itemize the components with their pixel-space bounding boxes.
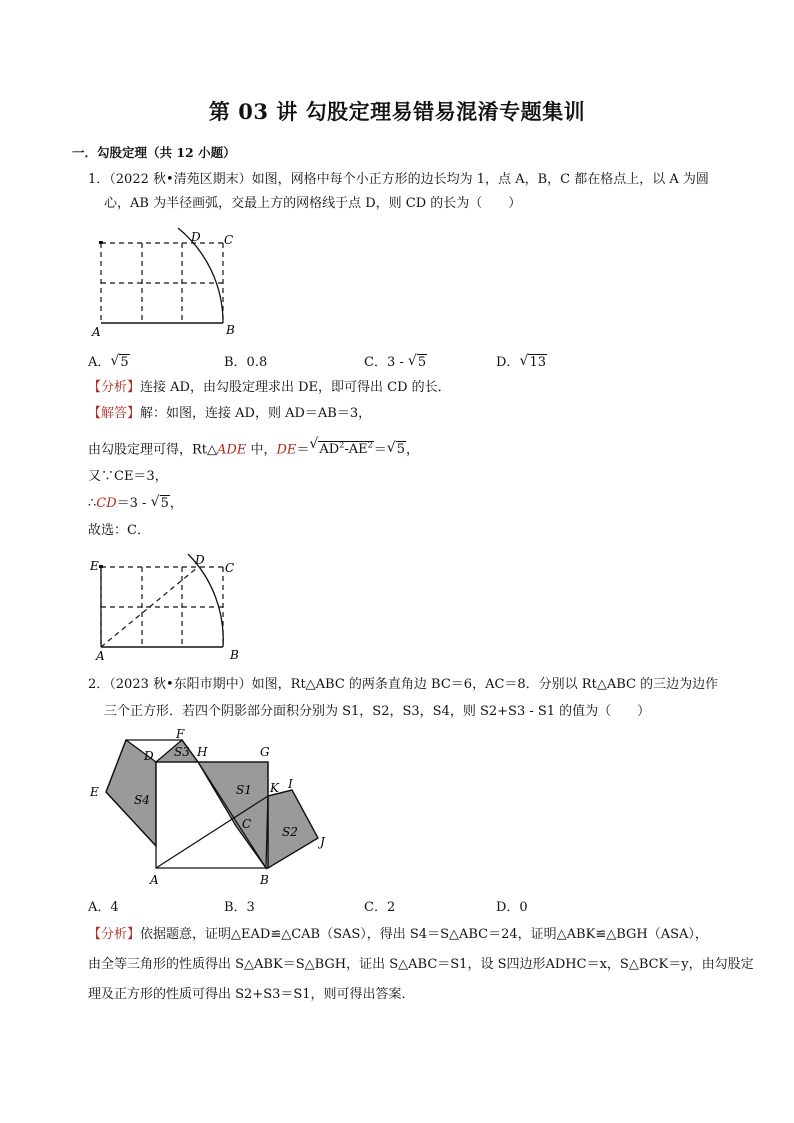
q1-answer-line3: 又∵CE＝3， (88, 469, 168, 484)
q2-option-d: D．0 (496, 900, 528, 915)
page-title: 第 03 讲 勾股定理易错易混淆专题集训 (208, 99, 586, 124)
fig3-label-g: G (260, 745, 270, 759)
q1-answer-line5: 故选：C． (88, 523, 150, 538)
q1-answer-line2: 由勾股定理可得，Rt△ADE 中，DE＝ √ $AD^2-AE^2=$ √ 5， (88, 436, 419, 458)
q1-answer-line1: 【解答】解：如图，连接 AD，则 AD＝AB＝3， (88, 406, 372, 421)
fig3-label-s2: S2 (282, 825, 298, 839)
q1-option-b: B．0.8 (224, 355, 268, 370)
fig3-label-s4: S4 (134, 793, 150, 807)
fig3-label-h: H (197, 745, 208, 759)
fig3-label-d: D (144, 749, 154, 763)
q1-option-c: C．3 - √ 5 (364, 353, 427, 370)
fig3-label-e: E (90, 785, 99, 799)
q1-analysis: 【分析】连接 AD，由勾股定理求出 DE，即可得出 CD 的长． (88, 380, 451, 395)
fig3-label-s3: S3 (174, 745, 190, 759)
fig2-label-c: C (225, 561, 235, 575)
q2-analysis-line3: 理及正方形的性质可得出 S2+S3＝S1，则可得出答案． (88, 987, 415, 1002)
q2-stem-line1: 2．（2023 秋•东阳市期中）如图，Rt△ABC 的两条直角边 BC＝6，AC＝8．分别以 Rt△ABC 的三边为边作 (88, 677, 719, 692)
fig1-label-c: C (224, 233, 234, 247)
q2-option-b: B．3 (224, 900, 255, 915)
fig3-label-k: K (270, 781, 279, 795)
q1-figure-solution (88, 550, 248, 666)
fig1-label-b: B (226, 323, 235, 337)
fig3-label-b: B (260, 873, 269, 887)
q1-figure-grid (88, 226, 248, 342)
q2-stem-line2: 三个正方形．若四个阴影部分面积分别为 S1，S2，S3，S4，则 S2+S3 - S1 的值为（ ） (104, 704, 651, 719)
q2-analysis-line2: 由全等三角形的性质得出 S△ABK＝S△BGH，证出 S△ABC＝S1，设 S四边形ADHC＝x，S△BCK＝y，由勾股定 (88, 957, 754, 972)
q1-stem-line2: 心，AB 为半径画弧，交最上方的网格线于点 D，则 CD 的长为（ ） (104, 196, 522, 211)
fig2-label-b: B (230, 648, 239, 662)
section-heading: 一．勾股定理（共 12 小题） (72, 145, 236, 160)
q1-option-a: A． √ 5 (88, 353, 129, 370)
q2-analysis-line1: 【分析】依据题意，证明△EAD≌△CAB（SAS），得出 S4＝S△ABC＝24，证明△ABK≌△BGH（ASA）， (88, 927, 708, 942)
q2-option-c: C．2 (364, 900, 396, 915)
q1-stem-line1: 1．（2022 秋•清苑区期末）如图，网格中每个小正方形的边长均为 1，点 A，B，C 都在格点上，以 A 为圆 (88, 172, 709, 187)
fig2-label-e: E (90, 559, 99, 573)
fig2-label-d: D (195, 553, 205, 567)
fig2-label-a: A (96, 649, 105, 663)
q1-answer-line4: ∴CD＝3 - √ 5， (88, 494, 183, 511)
fig3-label-f: F (176, 727, 185, 741)
q2-figure-squares (86, 726, 336, 894)
fig1-label-a: A (92, 325, 101, 339)
fig3-label-i: I (288, 777, 293, 791)
fig1-label-d: D (191, 230, 201, 244)
q2-option-a: A．4 (88, 900, 119, 915)
fig3-label-s1: S1 (236, 783, 252, 797)
q1-option-d: D． √ 13 (496, 353, 546, 370)
fig3-label-a: A (150, 873, 159, 887)
fig3-label-j: J (320, 835, 325, 849)
fig3-label-c: C (242, 817, 252, 831)
